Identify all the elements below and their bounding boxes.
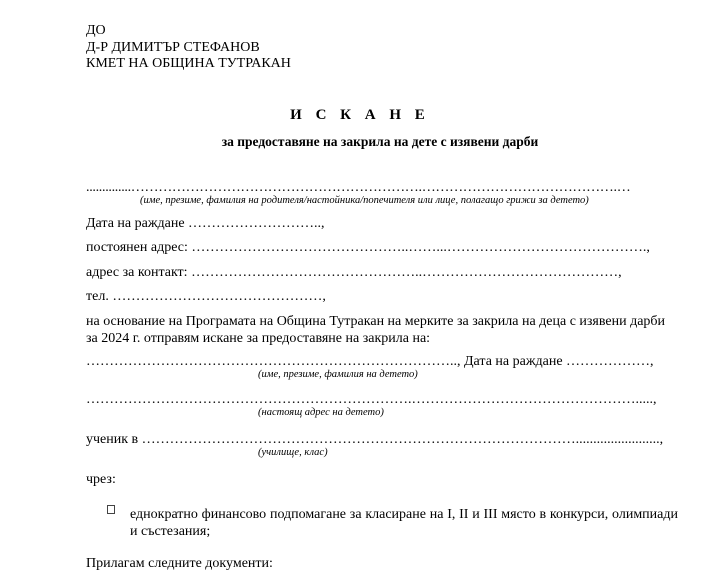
applicant-birth-date: Дата на раждане ……………………….., (86, 216, 325, 231)
child-school-field: ученик в …………………………………………………………………………………........................, (86, 432, 664, 447)
child-address-field: …………………………………………………………….…………………………………………....., (86, 392, 657, 407)
child-address-note: (настоящ адрес на детето) (258, 407, 384, 418)
document-title: И С К А Н Е (290, 107, 430, 123)
applicant-name-note: (име, презиме, фамилия на родителя/настойника/попечителя или лице, полагащо грижи за детето) (140, 195, 589, 206)
child-school-note: (училище, клас) (258, 447, 328, 458)
documents-label: Прилагам следните документи: (86, 556, 273, 571)
applicant-name-field: ..............……………………………………………………….…………………………………….… (86, 180, 631, 195)
document-subtitle: за предоставяне на закрила на дете с изявени дарби (221, 134, 539, 149)
option-checkbox[interactable] (107, 505, 115, 514)
applicant-phone: тел. ………………………………………, (86, 289, 326, 304)
basis-paragraph: на основание на Програмата на Община Тутракан на мерките за закрила на деца с изявени дарби за 2024 г. отправям искане за предоставяне на закрила на: (86, 314, 666, 346)
addressee-name: Д-Р ДИМИТЪР СТЕФАНОВ (86, 39, 260, 55)
addressee-position: КМЕТ НА ОБЩИНА ТУТРАКАН (86, 56, 291, 71)
via-label: чрез: (86, 472, 116, 487)
addressee-line-to: ДО (86, 23, 106, 38)
child-name-note: (име, презиме, фамилия на детето) (258, 369, 418, 380)
applicant-contact-address: адрес за контакт: …………………………………………..……………………………………, (86, 265, 622, 280)
option-text: еднократно финансово подпомагане за класиране на I, II и III място в конкурси, олимпиади и състезания; (130, 507, 678, 539)
applicant-permanent-address: постоянен адрес: ………………………………………..……...……………………………………., (86, 240, 650, 255)
child-name-field: …………………………………………………………………….., Дата на раждане ………………, (86, 354, 654, 369)
